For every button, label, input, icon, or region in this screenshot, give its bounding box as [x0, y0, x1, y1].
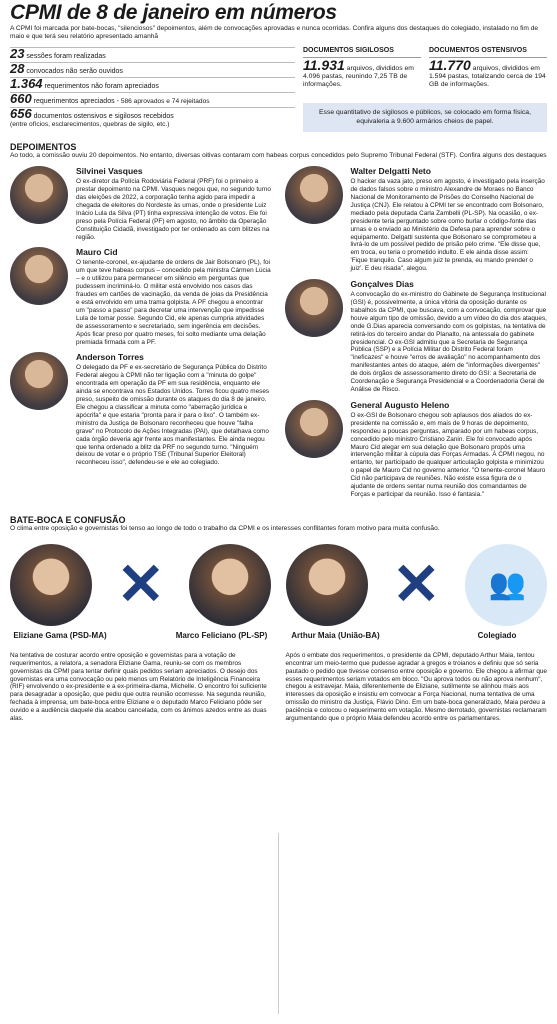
- doc-ostensivos: DOCUMENTOS OSTENSIVOS 11.770 arquivos, divididos em 1.594 pastas, totalizando cerca de 194 GB de informações.: [429, 47, 546, 89]
- person-card: Silvinei Vasques O ex-diretor da Polícia Rodoviária Federal (PRF) foi o primeiro a prestar depoimento na CPMI. Vasques negou que, no segundo turno das eleições de 2022, a corporação tenha agido para impedir a chegada de eleitores do Nordeste às urnas, onde o presidente Luiz Inácio Lula da Silva (PT) tinha expressiva intenção de votos. Ele foi preso pela Polícia Federal (PF) em agosto, no âmbito da Operação Constituição Cidadã, investigado por ter ordenado as com blitzes na região.: [10, 166, 273, 241]
- person-photo: [10, 166, 68, 224]
- section-title-bate-boca: BATE-BOCA E CONFUSÃO: [10, 514, 126, 525]
- versus-x-icon: ✕: [391, 551, 441, 617]
- stats-list: [10, 47, 295, 132]
- person-card: Gonçalves Dias A convocação do ex-ministro do Gabinete de Segurança Institucional (GSI) é, possivelmente, a única vitória da oposição durante os trabalhos da CPMI, que buscava, com a convocação, comprovar que houve algum tipo de omissão, devido a um vídeo do dia dos ataques, onde G.Dias aparecia conversando com os golpistas, na tentativa de retirá-los do terceiro andar do Planalto, na antessala do gabinete presidencial. O ex-GSI admitiu que a Secretaria de Segurança Pública (SSP) e a Polícia Militar do Distrito Federal foram "ineficazes" e houve "erros de avaliação" no acompanhamento dos manifestantes antes do ataque, além de "informações divergentes" de dois órgãos de assessoramento direto do GSI: a Secretaria de Coordenação e Segurança Presidencial e a Coordenadoria Geral de Análise de Risco.: [285, 279, 548, 394]
- person-photo: [10, 247, 68, 305]
- section-subtitle: O clima entre oposição e governistas foi tenso ao longo de todo o trabalho da CPMI e os interesses conflitantes foram motivo para muita confusão.: [10, 524, 440, 532]
- person-card: Mauro Cid O tenente-coronel, ex-ajudante de ordens de Jair Bolsonaro (PL), foi um que teve habeas corpus – concedido pela ministra Cármen Lúcia – e o utilizou para permanecer em silêncio em perguntas que pudessem incriminá-lo. O militar está envolvido nos casos das fraudes em cartões de vacinação, da venda de joias da Presidência e está envolvido em uma trama golpista. A PF chegou a encontrar um "passo a passo" para decretar uma intervenção que impedisse Lula de tomar posse. Segundo Cid, ele apenas cumpria atividades de assessoramento e secretariado, sem ingerência em decisões. Após ficar preso por quatro meses, foi solto mediante uma delação premiada firmada com a PF.: [10, 247, 273, 346]
- stat-item: 1.364 requerimentos não foram apreciados: [10, 77, 295, 92]
- person-card: Anderson Torres O delegado da PF e ex-secretário de Segurança Pública do Distrito Federal alegou à CPMI não ter ligação com a "minuta do golpe" encontrada em operação da PF em sua residência, enquanto ele ainda se encontrava nos Estados Unidos. Torres ficou quatro meses preso, suspeito de omissão durante os ataques do dia 8 de janeiro. Ele chegou a classificar a minuta como "aberração jurídica e apócrifa" e que estaria "pronta para ir para o lixo". O também ex-ministro da Justiça de Bolsonaro reconheceu que houve "falha grave" no Protocolo de Ações Integradas (PAI), que detalhava como cada órgão deveria agir frente aos manifestantes. Ele ainda negou que tenha ordenado a blitz da PRF no segundo turno. "Ninguém deixou de votar e o próprio TSE (Tribunal Superior Eleitoral) reconheceu isso", defendeu-se e ele ao colegiado.: [10, 352, 273, 467]
- doc-sigilosos: DOCUMENTOS SIGILOSOS 11.931 arquivos, divididos em 4.096 pastas, reunindo 7,25 TB de informações.: [303, 47, 421, 89]
- person-card: Walter Delgatti Neto O hacker da vaza jato, preso em agosto, é investigado pela inserção de dados falsos sobre o ministro Alexandre de Moraes no Banco Nacional de Monitoramento de Prisões do Conselho Nacional de Justiça (CNJ). Ele relatou à CPMI ter se encontrado com Bolsonaro, mediado pela deputada Carla Zambelli (PL-SP). Na ocasião, o ex-presidente teria perguntado sobre como burlar o código-fonte das urnas e o enviado ao Ministério da Defesa para aprender sobre o equipamento. Delgatti sustenta que Bolsonaro se comprometeu a livrá-lo de um possível pedido de prisão pelo crime. "Ele disse que, em troca, eu teria o prometido indulto. E ele ainda disse assim: 'Fique tranquilo. Caso algum juiz te prenda, eu mando prender o juiz'. E deu risada", alegou.: [285, 166, 548, 273]
- person-card: General Augusto Heleno O ex-GSI de Bolsonaro chegou sob aplausos dos aliados do ex-presidente na comissão e, em mais de 9 horas de depoimento, respondeu a poucas perguntas, amparado por um habeas corpus, concedido pelo ministro Cristiano Zanin. Ele foi convocado após Mauro Cid alegar em sua delação que Bolsonaro propôs uma intervenção militar à cúpula das Forças Armadas. À CPMI negou, no entanto, ter participado de qualquer articulação golpista e minimizou o papel de Mauro Cid no governo anterior. "O tenente-coronel Mauro Cid não participava de reuniões. Não existe essa figura de o ajudante de ordens sentar numa reunião dos comandantes de Forças e participar da reunião. Isso é fantasia.": [285, 400, 548, 499]
- section-subtitle: Ao todo, a comissão ouviu 20 depoimentos. No entanto, diversas oitivas contaram com habeas corpus concedidos pelo Supremo Tribunal Federal (STF). Confira alguns dos destaques: [10, 152, 547, 160]
- versus-x-icon: ✕: [116, 551, 166, 617]
- person-photo: [10, 352, 68, 410]
- person-photo: [285, 166, 343, 224]
- stat-item: 28 convocados não serão ouvidos: [10, 62, 295, 77]
- person-photo: [285, 279, 343, 337]
- intro-text: A CPMI foi marcada por bate-bocas, "silenciosos" depoimentos, além de convocações aprovadas e nunca ocorridas. Confira alguns dos destaques do colegiado, instalado no fim de maio e que terá seu relatório apresentado amanhã: [10, 25, 539, 41]
- person-photo: [189, 544, 271, 626]
- person-photo: [10, 544, 92, 626]
- stat-item: 660 requerimentos apreciados - 586 aprovados e 74 rejeitados: [10, 92, 295, 107]
- bate-boca-text: Após o embate dos requerimentos, o presidente da CPMI, deputado Arthur Maia, tentou encontrar um meio-termo que pudesse agradar a gregos e troianos e definiu que só seria pautado o pedido que tivesse consenso entre oposição e governo. Ele chegou a afirmar que esses requerimentos seriam votados em bloco. "Ou aprova todos ou não aprova nenhum", chegou a estravejar. Maia, diferentemente de Eliziane, sutilmente se alinhou mais aos interesses da oposição e insistiu em convocar a Força Nacional, numa tentativa de uma omissão do ministro da Justiça, Flávio Dino. Em um bate-boca generalizado, Maia perdeu a paciência e colocou o requerimento em votação. Mesmo derrotado, governistas reclamaram argumentando que o próprio Maia defendeu acordo entre os parlamentares.: [285, 651, 547, 723]
- group-icon: 👥: [465, 544, 547, 626]
- person-photo: [285, 400, 343, 458]
- stat-item: 23 sessões foram realizadas: [10, 47, 295, 62]
- divider: [278, 833, 279, 1014]
- docs-callout: Esse quantitativo de sigilosos e públicos, se colocado em forma física, equivaleria a 9.600 armários cheios de papel.: [303, 103, 547, 132]
- stat-item: 656 documentos ostensivos e sigilosos recebidos (entre ofícios, esclarecimentos, quebras de sigilo, etc.): [10, 107, 295, 130]
- section-title-depoimentos: DEPOIMENTOS: [10, 142, 77, 153]
- page-title: CPMI de 8 de janeiro em números: [10, 1, 337, 24]
- bate-boca-text: Na tentativa de costurar acordo entre oposição e governistas para a votação de requerimentos, a relatora, a senadora Eliziane Gama, reuniu-se com os membros governistas da CPMI para tentar definir quais pedidos seriam apreciados. O desejo dos governistas era uma convocação ou pelo menos um Relatório de Inteligência Financeira (RIF) envolvendo o ex-presidente e a ex-primeira-dama, Michelle. O encontro foi suficiente para desagradar a oposição, que pediu que outra reunião ocorresse. Na segunda reunião, fechada à imprensa, um bate-boca entre Eliziane e o deputado Marco Feliciano pôde ser ouvido e a audiência daquele dia acabou cancelada, com os ânimos azedos entre as duas alas.: [10, 651, 267, 723]
- person-photo: [286, 544, 368, 626]
